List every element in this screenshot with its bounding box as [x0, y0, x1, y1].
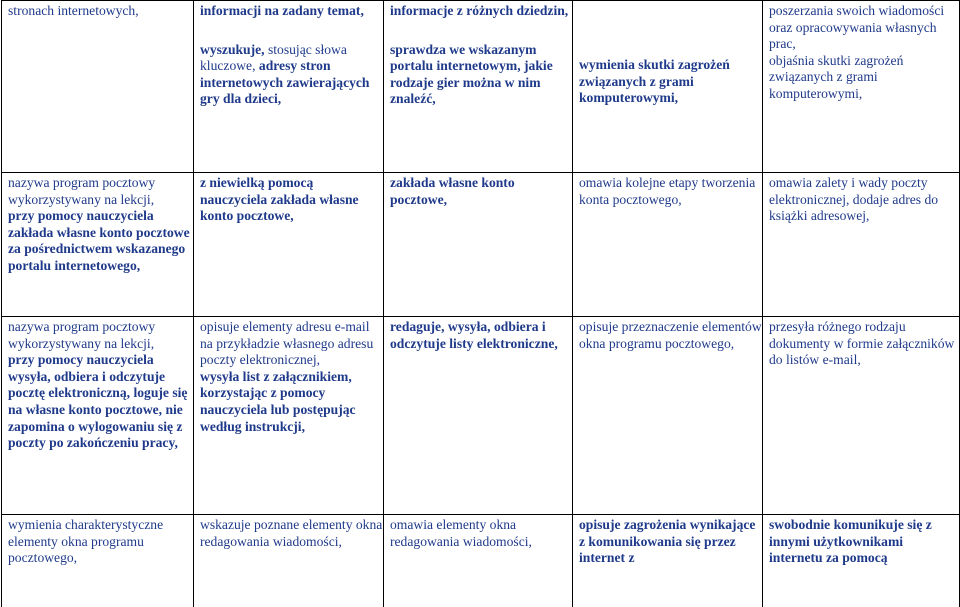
table-cell — [763, 173, 960, 317]
table-cell — [763, 515, 960, 607]
cell-text: opisuje przeznaczenie elementów okna programu pocztowego, — [579, 319, 762, 351]
table-cell — [194, 1, 384, 173]
cell-text: omawia elementy okna redagowania wiadomości, — [390, 517, 532, 549]
spacer — [579, 25, 762, 47]
spacer — [200, 20, 383, 42]
table-cell — [2, 515, 194, 607]
cell-text: wysyła list z załącznikiem, korzystając z pomocy nauczyciela lub postępując według instrukcji, — [200, 368, 356, 434]
table-cell — [194, 173, 384, 317]
cell-text: wymienia charakterystyczne elementy okna programu pocztowego, — [8, 517, 164, 566]
table-cell — [384, 515, 573, 607]
table-cell — [573, 1, 763, 173]
table-cell — [384, 173, 573, 317]
cell-text: swobodnie komunikuje się z innymi użytkownikami internetu za pomocą — [769, 517, 932, 566]
cell-text: zakłada własne konto pocztowe, — [390, 175, 515, 207]
cell-text: wyszukuje, — [200, 41, 265, 57]
cell-text: opisuje zagrożenia wynikające z komunikowania się przez internet z — [579, 517, 756, 566]
cell-text: omawia kolejne etapy tworzenia konta pocztowego, — [579, 175, 756, 207]
table-cell — [763, 317, 960, 515]
cell-text: nazywa program pocztowy wykorzystywany na lekcji, — [8, 175, 156, 207]
cell-text: przesyła różnego rodzaju dokumenty w formie załączników do listów e-mail, — [769, 319, 955, 368]
cell-text: adresy stron internetowych zawierających gry dla dzieci, — [200, 58, 370, 107]
table-cell — [2, 317, 194, 515]
cell-text: z niewielką pomocą nauczyciela zakłada własne konto pocztowe, — [200, 175, 359, 224]
table-row — [2, 1, 960, 173]
cell-text: informacje z różnych dziedzin, — [390, 3, 569, 18]
cell-text: sprawdza we wskazanym portalu internetowym, jakie rodzaje gier można w nim znaleźć, — [390, 41, 553, 107]
table-cell — [573, 317, 763, 515]
table-cell — [194, 515, 384, 607]
cell-text: informacji na zadany temat, — [200, 3, 364, 18]
table-cell — [384, 317, 573, 515]
table-row — [2, 317, 960, 515]
cell-text: redaguje, wysyła, odbiera i odczytuje listy elektroniczne, — [390, 319, 558, 351]
requirements-table — [1, 0, 960, 607]
spacer — [579, 3, 762, 25]
cell-text: nazywa program pocztowy wykorzystywany na lekcji, — [8, 319, 156, 351]
table-cell — [2, 1, 194, 173]
cell-text: omawia zalety i wady poczty elektronicznej, dodaje adres do książki adresowej, — [769, 175, 939, 224]
cell-text: przy pomocy nauczyciela zakłada własne konto pocztowe za pośrednictwem wskazanego portalu internetowego, — [8, 208, 190, 273]
spacer — [579, 47, 762, 57]
table-cell — [763, 1, 960, 173]
cell-text: objaśnia skutki zagrożeń związanych z grami komputerowymi, — [769, 52, 904, 101]
table-cell — [573, 515, 763, 607]
table-cell — [194, 317, 384, 515]
table-row — [2, 173, 960, 317]
table-cell — [384, 1, 573, 173]
cell-text: stronach internetowych, — [8, 3, 139, 18]
table-body — [2, 1, 960, 607]
table-cell — [2, 173, 194, 317]
table-cell — [573, 173, 763, 317]
cell-text: wymienia skutki zagrożeń związanych z grami komputerowymi, — [579, 57, 730, 106]
cell-text: poszerzania swoich wiadomości oraz opracowywania własnych prac, — [769, 3, 945, 52]
spacer — [390, 20, 572, 42]
cell-text: stosując słowa kluczowe, — [200, 41, 347, 74]
cell-text: przy pomocy nauczyciela wysyła, odbiera i odczytuje pocztę elektroniczną, loguje się na własne konto pocztowe, nie zapomina o wylogowaniu się z poczty po zakończeniu pracy, — [8, 352, 188, 451]
cell-text: wskazuje poznane elementy okna redagowania wiadomości, — [200, 517, 383, 549]
cell-text: opisuje elementy adresu e-mail na przykładzie własnego adresu poczty elektronicznej, — [200, 319, 374, 368]
table-row — [2, 515, 960, 607]
